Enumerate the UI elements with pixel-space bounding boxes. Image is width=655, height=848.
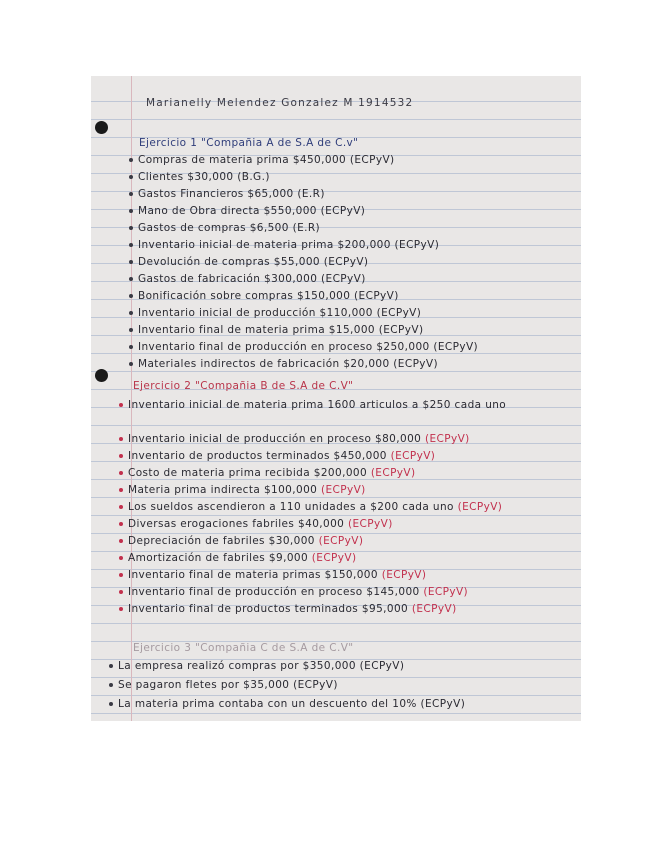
list-item: Inventario inicial de producción $110,000 (ECPyV) [129,307,421,319]
exercise-2-title: Ejercicio 2 "Compañia B de S.A de C.V" [133,380,354,392]
bullet-icon [119,471,123,475]
bullet-icon [129,226,133,230]
bullet-icon [119,488,123,492]
bullet-icon [119,437,123,441]
list-item: Mano de Obra directa $550,000 (ECPyV) [129,205,365,217]
list-item: Amortización de fabriles $9,000 (ECPyV) [119,552,356,564]
list-item: Inventario inicial de producción en proceso $80,000 (ECPyV) [119,433,470,445]
bullet-icon [119,505,123,509]
bullet-icon [129,158,133,162]
bullet-icon [129,175,133,179]
bullet-icon [129,294,133,298]
bullet-icon [129,345,133,349]
list-item: Inventario inicial de materia prima $200,000 (ECPyV) [129,239,439,251]
notebook-page [91,76,581,721]
student-name-header: Marianelly Melendez Gonzalez M 1914532 [146,97,414,109]
list-item: Gastos Financieros $65,000 (E.R) [129,188,325,200]
list-item: Materia prima indirecta $100,000 (ECPyV) [119,484,366,496]
bullet-icon [129,362,133,366]
exercise-1-title: Ejercicio 1 "Compañia A de S.A de C.v" [139,137,359,149]
list-item: Compras de materia prima $450,000 (ECPyV) [129,154,395,166]
exercise-3-title: Ejercicio 3 "Compañia C de S.A de C.V" [133,642,354,654]
bullet-icon [119,556,123,560]
bullet-icon [109,702,113,706]
list-item: Materiales indirectos de fabricación $20,000 (ECPyV) [129,358,438,370]
binder-hole [95,121,108,134]
list-item: Devolución de compras $55,000 (ECPyV) [129,256,368,268]
list-item: Gastos de compras $6,500 (E.R) [129,222,320,234]
bullet-icon [109,683,113,687]
list-item: Inventario inicial de materia prima 1600 articulos a $250 cada uno [119,399,506,411]
bullet-icon [129,328,133,332]
bullet-icon [119,403,123,407]
list-item: Inventario final de materia prima $15,000 (ECPyV) [129,324,423,336]
bullet-icon [129,260,133,264]
list-item: Inventario final de producción en proceso $145,000 (ECPyV) [119,586,468,598]
bullet-icon [129,192,133,196]
list-item: Inventario final de producción en proceso $250,000 (ECPyV) [129,341,478,353]
bullet-icon [119,454,123,458]
list-item: La materia prima contaba con un descuento del 10% (ECPyV) [109,698,465,710]
list-item: Se pagaron fletes por $35,000 (ECPyV) [109,679,338,691]
bullet-icon [129,209,133,213]
list-item: Gastos de fabricación $300,000 (ECPyV) [129,273,366,285]
bullet-icon [119,522,123,526]
list-item: Depreciación de fabriles $30,000 (ECPyV) [119,535,363,547]
bullet-icon [129,311,133,315]
list-item: La empresa realizó compras por $350,000 (ECPyV) [109,660,404,672]
list-item: Los sueldos ascendieron a 110 unidades a $200 cada uno (ECPyV) [119,501,502,513]
list-item: Inventario de productos terminados $450,000 (ECPyV) [119,450,435,462]
list-item: Costo de materia prima recibida $200,000 (ECPyV) [119,467,416,479]
bullet-icon [119,573,123,577]
bullet-icon [119,539,123,543]
bullet-icon [119,607,123,611]
list-item: Inventario final de productos terminados $95,000 (ECPyV) [119,603,457,615]
bullet-icon [119,590,123,594]
list-item: Inventario final de materia primas $150,000 (ECPyV) [119,569,426,581]
bullet-icon [129,243,133,247]
list-item: Clientes $30,000 (B.G.) [129,171,270,183]
list-item: Diversas erogaciones fabriles $40,000 (ECPyV) [119,518,393,530]
bullet-icon [129,277,133,281]
bullet-icon [109,664,113,668]
binder-hole [95,369,108,382]
list-item: Bonificación sobre compras $150,000 (ECPyV) [129,290,399,302]
